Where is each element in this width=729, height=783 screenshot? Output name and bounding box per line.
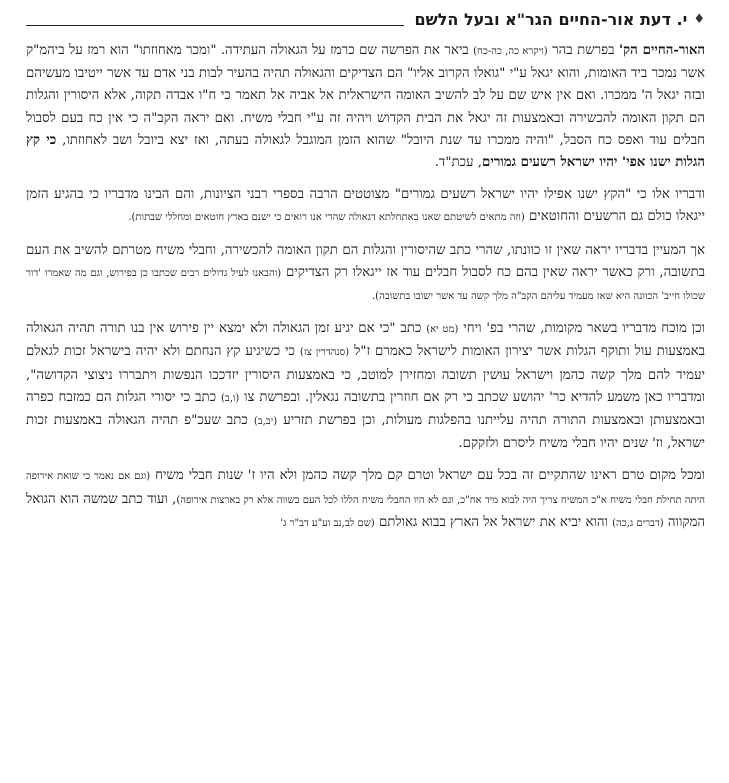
small-citation: (והבאנו לעיל גדולים רבים שכתבו כן בפירוש, וגם מה שאמרו 'דור שכולו חייב' הכוונה היא שאז מעמיד עליהם הקב"ה מלך קשה עד אשר ישובו בתשובה). (26, 267, 705, 303)
paragraph-3 (26, 240, 705, 309)
paragraph-1 (26, 40, 705, 174)
small-citation: (ויקרא כה, כה-כח) (473, 46, 548, 57)
bold-text: כי קץ הגלות ישנו אפי' יהיו ישראל רשעים גמורים (26, 132, 705, 171)
section-heading-row (26, 6, 705, 32)
body-text: והוא יביא את ישראל אל הארץ בבוא גאולתם (374, 514, 613, 530)
body-text: , ועוד כתב שמשה הוא הגואל המקווה (26, 491, 705, 530)
body-text: בפרשת בהר (547, 43, 619, 58)
section-title: י. דעת אור-החיים הגר"א ובעל הלשם (414, 9, 688, 29)
small-citation: (מט יא) (426, 324, 459, 336)
body-text: כתב שעכ"פ תהיה הגאולה באמצעות זכות ישראל, וז' שנים יהיו חבלי משיח ליסרם ולזקקם. (26, 413, 705, 452)
small-citation: (דברים ג,כה) (612, 517, 664, 529)
small-citation: (שם לב,נב וע"ע דב"ר ג' (280, 517, 375, 529)
body-text: אך המעיין בדבריו יראה שאין זו כוונתו, שהרי כתב שהיסורין והגלות הם תקון האומה להכשירה, וחבלי משיח מטרתם להשיב את העם בתשובה, ורק כאשר יראה שאין בהם כח לסבול חבלים עוד אז ייגאלו רק הצדיקים (26, 242, 705, 280)
body-text: כי כשיגיע קץ הנחתם ולא יהיה בישראל זכות לגאלם יעמיד להם מלך קשה כהמן וישראל עושין תשובה ומחזירן למוטב, כי באמצעות היסורין יזדככו הנפשות ויתבררו ניצוצי הקדושה", ומדבריו כאן משמע להדיא כר' יהושע שכתב כי רק אם חוזרין בתשובה נגאלין. ובפרשת צו (26, 344, 705, 405)
small-citation: (סנהדרין צז) (299, 347, 350, 359)
paragraph-5 (26, 465, 705, 535)
body-text: וכן מוכח מדבריו בשאר מקומות, שהרי בפ' ויחי (458, 321, 705, 337)
body-text: ביאר את הפרשה שם כרמז על הגאולה העתידה. "ומכר מאחוזתו" הוא רמז על ביהמ"ק אשר נמכר ביד האומות, והוא יגאל ע"י "גואלו הקרוב אליו" הם הצדיקים והגאולה תהיה בהעיר לבות בני אדם עד אשר ייטיבו מעשיהם ובזה יגאל ה' ממכרו. ואם אין איש שם על לב להשיב האומה הישראלית אל אביה אל תאמר כי ח"ו אבדה תקוה, אלא היסורין והגלות הם תקון האומה להכשירה ובאמצעות זה יגאל את הבית הקדוש ויהיה זה ע"י חבלי משיח. ואם יראה הקב"ה כי אין כח בעם לסבול חבלים עוד ואפס כח הסבל, "והיה ממכרו עד שנת היובל" שהוא הזמן המוגבל לגאולה בעתה, ואז יצא ביובל ושב לאחוזתו, (26, 43, 705, 148)
body-text: כתב כי יסורי הגלות הם כמזבח כפרה ובאמצעותן ובאמצעות התורה תהיה עלייתנו בהפלגות מעולות, וכן בפרשת תזריע (26, 389, 705, 429)
small-citation: (ו,ב) (220, 392, 240, 404)
body-text: , עכת"ד. (434, 155, 483, 171)
small-citation: (יב,ב) (253, 416, 278, 428)
body-text: כתב "כי אם יגיע זמן הגאולה ולא ימצא יין פירוש אין בנו תורה תהיה הגאולה באמצעות עול ותוקף הגלות אשר יצירון האומות לישראל כאמרם ז"ל (26, 321, 706, 360)
small-citation: (וזה מתאים לשיטתם שאנו באתחלתא דגאולה שהרי אנו רואים כי ישנם בארץ חוטאים ומחללי שבתות). (128, 212, 525, 224)
heading-underline (26, 13, 404, 26)
bold-text: האור-החיים הק' (618, 43, 705, 58)
paragraph-4 (26, 318, 705, 455)
body-text: ומכל מקום טרם ראינו שהתקיים זה בכל עם ישראל וטרם קם מלך קשה כהמן ולא היו ז' שנות חבלי משיח (150, 468, 706, 484)
body-text: ודבריו אלו כי "הקץ ישנו אפילו יהיו ישראל רשעים גמורים" מצוטטים הרבה בספרי רבני הציונות, והם הבינו מדבריו כי בהגיע הזמן ייגאלו כולם גם הרשעים והחוטאים (26, 187, 705, 225)
small-citation: (וגם אם נאמר כי שואת אירופה היתה תחילת חבלי משיח א"כ המשיח צריך היה לבוא מיד אח"כ, וגם לא היו החבלי משיח הללו לכל העם בשווה אלא רק בארצות אירופה) (26, 471, 705, 506)
diamond-bullet-icon: ♦ (693, 11, 705, 27)
paragraph-2 (26, 184, 705, 229)
